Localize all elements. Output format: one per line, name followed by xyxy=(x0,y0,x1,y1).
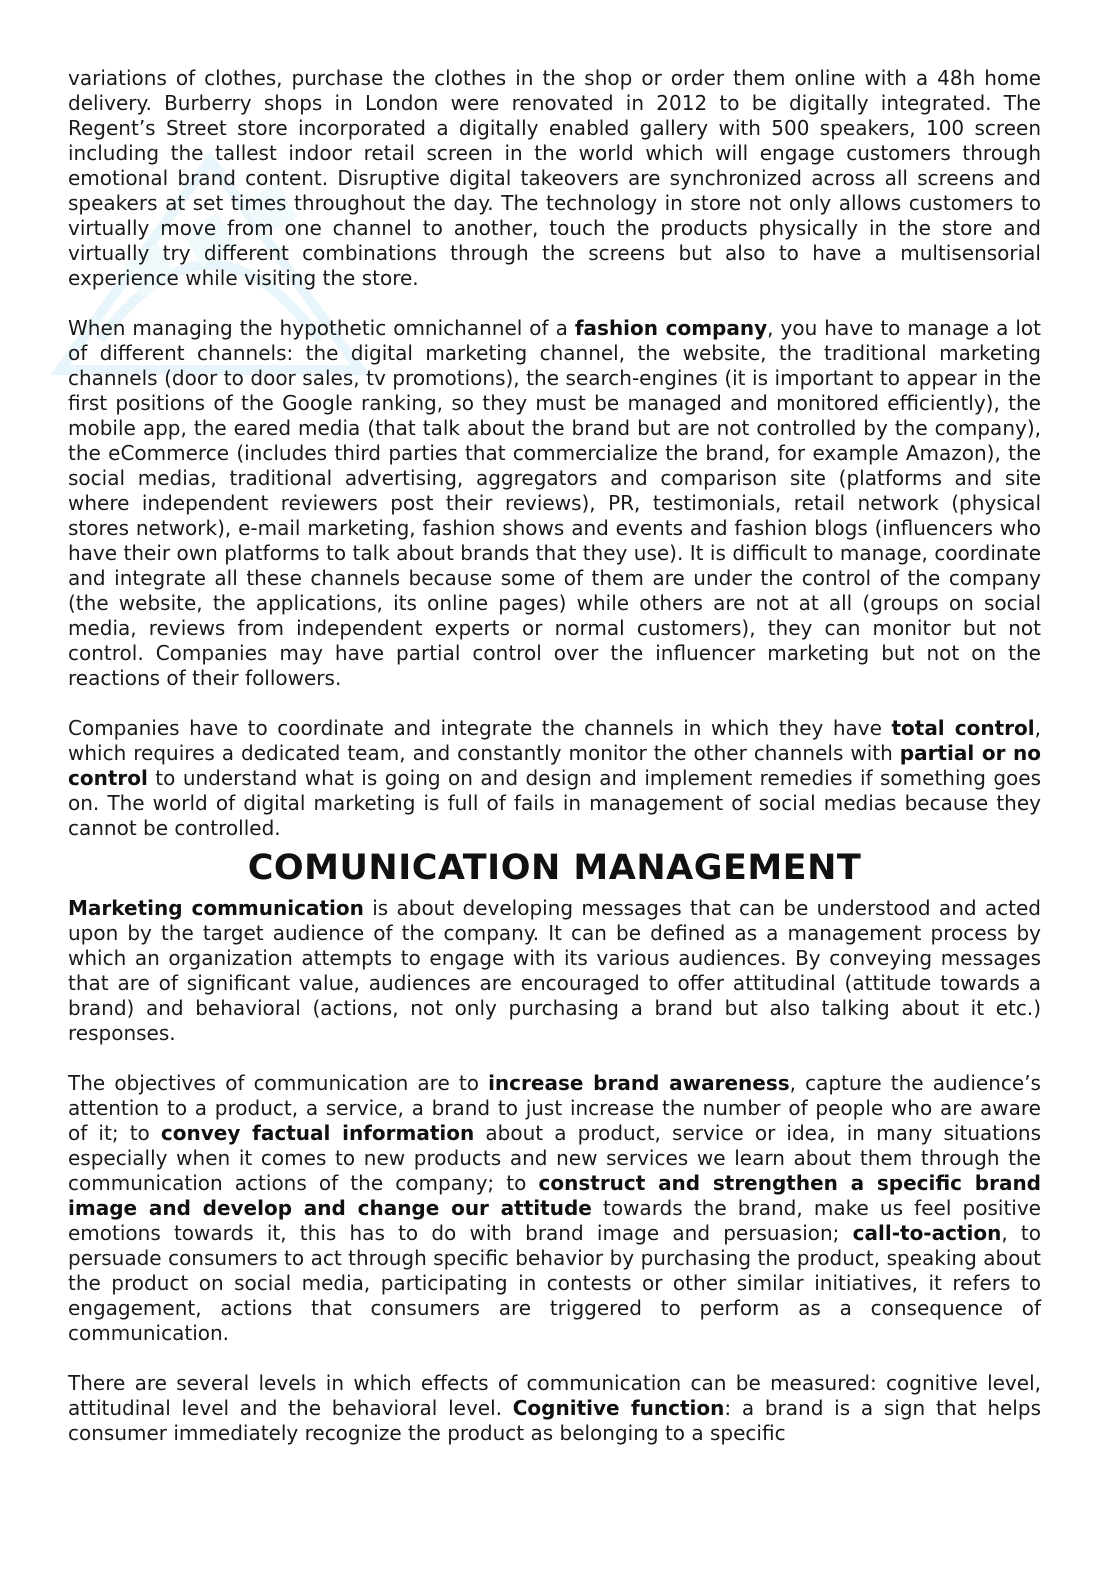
text-run: to understand what is going on and design and implement remedies if something goes on. The world of digital marketing is full of fails in management of social medias because they cannot be controlled. xyxy=(68,766,1041,840)
paragraph xyxy=(68,1071,1041,1346)
document-page xyxy=(68,66,1041,1446)
bold-term: Marketing communication xyxy=(68,896,364,920)
body-section-top xyxy=(68,66,1041,841)
bold-term: convey factual information xyxy=(160,1121,475,1145)
paragraph xyxy=(68,1371,1041,1446)
bold-term: total control xyxy=(891,716,1035,740)
bold-term: partial or no control xyxy=(68,741,1042,790)
text-run: , to persuade consumers to act through specific behavior by purchasing the product, speaking about the product on social media, participating in contests or other similar initiatives, it refers to engagement, actions that consumers are triggered to perform as a consequence of communication. xyxy=(68,1221,1042,1345)
text-run: , you have to manage a lot of different channels: the digital marketing channel, the website, the traditional marketing channels (door to door sales, tv promotions), the search-engines (it is important to appear in the first positions of the Google ranking, so they must be managed and monitored efficiently), the mobile app, the eared media (that talk about the brand but are not controlled by the company), the eCommerce (includes third parties that commercialize the brand, for example Amazon), the social medias, traditional advertising, aggregators and comparison site (platforms and site where independent reviewers post their reviews), PR, testimonials, retail network (physical stores network), e-mail marketing, fashion shows and events and fashion blogs (influencers who have their own platforms to talk about brands that they use). It is difficult to manage, coordinate and integrate all these channels because some of them are under the control of the company (the website, the applications, its online pages) while others are not at all (groups on social media, reviews from independent experts or normal customers), they can monitor but not control. Companies may have partial control over the influencer marketing but not on the reactions of their followers. xyxy=(68,316,1041,690)
paragraph xyxy=(68,716,1041,841)
text-run: is about developing messages that can be understood and acted upon by the target audience of the company. It can be defined as a management process by which an organization attempts to engage with its various audiences. By conveying messages that are of significant value, audiences are encouraged to offer attitudinal (attitude towards a brand) and behavioral (actions, not only purchasing a brand but also talking about it etc.) responses. xyxy=(68,896,1041,1045)
bold-term: Cognitive function xyxy=(512,1396,725,1420)
text-run: There are several levels in which effects of communication can be measured: cognitive level, attitudinal level and the behavioral level. xyxy=(68,1371,1041,1420)
section-heading: COMUNICATION MANAGEMENT xyxy=(247,848,862,888)
paragraph xyxy=(68,316,1041,691)
text-run: about a product, service or idea, in many situations especially when it comes to new products and new services we learn about them through the communication actions of the company; to xyxy=(68,1121,1041,1195)
text-run: , which requires a dedicated team, and constantly monitor the other channels with xyxy=(68,716,1041,765)
text-run: When managing the hypothetic omnichannel of a xyxy=(68,316,575,340)
text-run: towards the brand, make us feel positive emotions towards it, this has to do with brand image and persuasion; xyxy=(68,1196,1041,1245)
text-run: : a brand is a sign that helps consumer immediately recognize the product as belonging to a specific xyxy=(68,1396,1041,1445)
bold-term: fashion company xyxy=(574,316,768,340)
bold-term: call-to-action xyxy=(852,1221,1002,1245)
bold-term: increase brand awareness xyxy=(488,1071,790,1095)
text-run: variations of clothes, purchase the clothes in the shop or order them online with a 48h home delivery. Burberry shops in London were renovated in 2012 to be digitally integrated. The Regent’s Street store incorporated a digitally enabled gallery with 500 speakers, 100 screen including the tallest indoor retail screen in the world which will engage customers through emotional brand content. Disruptive digital takeovers are synchronized across all screens and speakers at set times throughout the day. The technology in store not only allows customers to virtually move from one channel to another, touch the products physically in the store and virtually try different combinations through the screens but also to have a multisensorial experience while visiting the store. xyxy=(68,66,1041,290)
body-section-bottom xyxy=(68,896,1041,1446)
text-run: , capture the audience’s attention to a product, a service, a brand to just increase the number of people who are aware of it; to xyxy=(68,1071,1041,1145)
text-run: Companies have to coordinate and integrate the channels in which they have xyxy=(68,716,892,740)
bold-term: construct and strengthen a specific brand image and develop and change our attitude xyxy=(68,1171,1041,1220)
text-run: The objectives of communication are to xyxy=(68,1071,489,1095)
paragraph xyxy=(68,66,1041,291)
paragraph xyxy=(68,896,1041,1046)
